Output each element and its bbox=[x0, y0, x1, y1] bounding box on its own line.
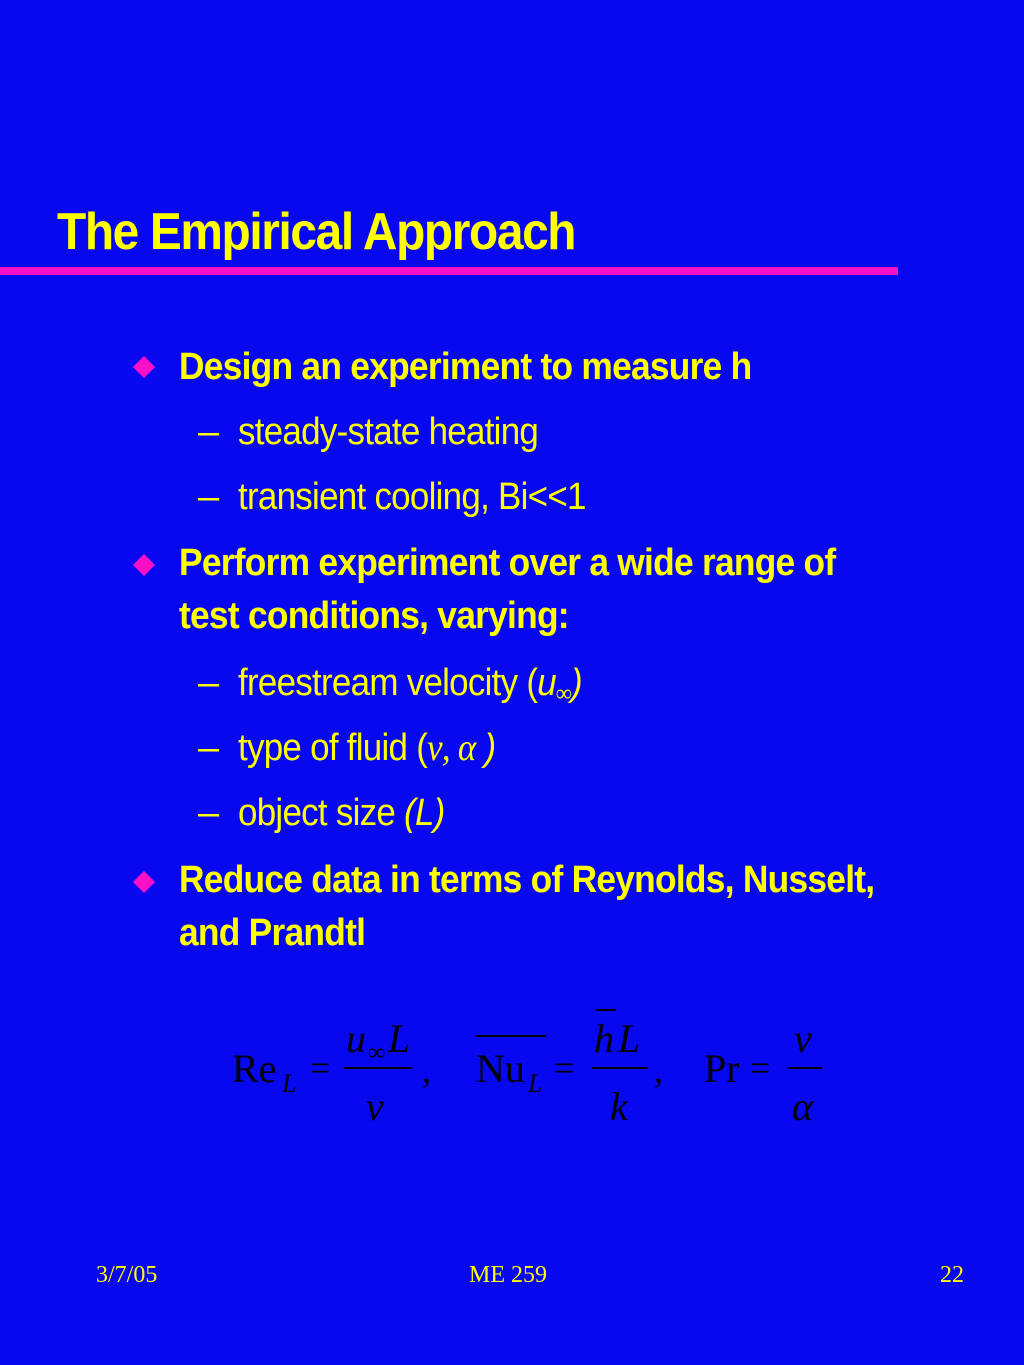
footer-course: ME 259 bbox=[469, 1262, 547, 1288]
bullet-2-line-2: test conditions, varying: bbox=[179, 595, 569, 637]
velocity-close: ) bbox=[570, 662, 582, 704]
nu-symbol: Nu bbox=[476, 1046, 525, 1091]
sub-item-transient: transient cooling, Bi<<1 bbox=[238, 476, 586, 518]
equals-sign: = bbox=[554, 1048, 575, 1088]
diamond-bullet-icon bbox=[133, 356, 155, 378]
dash-icon: – bbox=[198, 727, 220, 769]
pr-numerator: ν bbox=[794, 1016, 812, 1061]
equals-sign: = bbox=[750, 1048, 771, 1088]
velocity-symbol: u bbox=[537, 662, 556, 704]
comma-2: , bbox=[654, 1050, 663, 1090]
footer-date: 3/7/05 bbox=[96, 1262, 158, 1288]
size-label: object size bbox=[238, 792, 405, 834]
nu-numerator-L: L bbox=[618, 1016, 641, 1061]
title-underline bbox=[0, 267, 898, 275]
fluid-symbols: ν, α bbox=[427, 727, 476, 769]
nu-denominator: k bbox=[610, 1084, 628, 1129]
fluid-label: type of fluid ( bbox=[238, 727, 428, 769]
dash-icon: – bbox=[198, 476, 220, 518]
re-numerator-inf: ∞ bbox=[368, 1040, 386, 1066]
pr-symbol: Pr bbox=[704, 1046, 740, 1091]
footer-page-number: 22 bbox=[940, 1262, 964, 1288]
dash-icon: – bbox=[198, 411, 220, 453]
diamond-bullet-icon bbox=[133, 554, 155, 576]
comma-1: , bbox=[422, 1050, 431, 1090]
dimensionless-equations bbox=[220, 1000, 840, 1140]
dash-icon: – bbox=[198, 792, 220, 834]
sub-item-fluid bbox=[238, 722, 495, 775]
size-symbol: (L) bbox=[404, 792, 445, 834]
sub-item-steady-state: steady-state heating bbox=[238, 411, 539, 453]
fluid-close: ) bbox=[475, 727, 496, 769]
bullet-3-line-2: and Prandtl bbox=[179, 912, 366, 954]
sub-item-size bbox=[238, 787, 445, 840]
bullet-3-line-1: Reduce data in terms of Reynolds, Nusselt, bbox=[179, 859, 875, 901]
pr-denominator: α bbox=[792, 1084, 813, 1129]
nu-subscript: L bbox=[528, 1069, 543, 1098]
dash-icon: – bbox=[198, 662, 220, 704]
velocity-subscript: ∞ bbox=[555, 681, 571, 707]
velocity-label: freestream velocity ( bbox=[238, 662, 538, 704]
diamond-bullet-icon bbox=[133, 871, 155, 893]
bullet-2-line-1: Perform experiment over a wide range of bbox=[179, 542, 836, 584]
sub-item-velocity bbox=[238, 657, 582, 721]
equals-sign: = bbox=[310, 1048, 331, 1088]
re-denominator: ν bbox=[366, 1084, 384, 1129]
slide-title: The Empirical Approach bbox=[57, 203, 576, 261]
bullet-1-text: Design an experiment to measure h bbox=[179, 346, 752, 388]
re-numerator-u: u bbox=[346, 1016, 366, 1061]
re-subscript: L bbox=[282, 1069, 297, 1098]
nu-numerator-h: h bbox=[594, 1016, 614, 1061]
re-symbol: Re bbox=[232, 1046, 277, 1091]
re-numerator-L: L bbox=[388, 1016, 411, 1061]
